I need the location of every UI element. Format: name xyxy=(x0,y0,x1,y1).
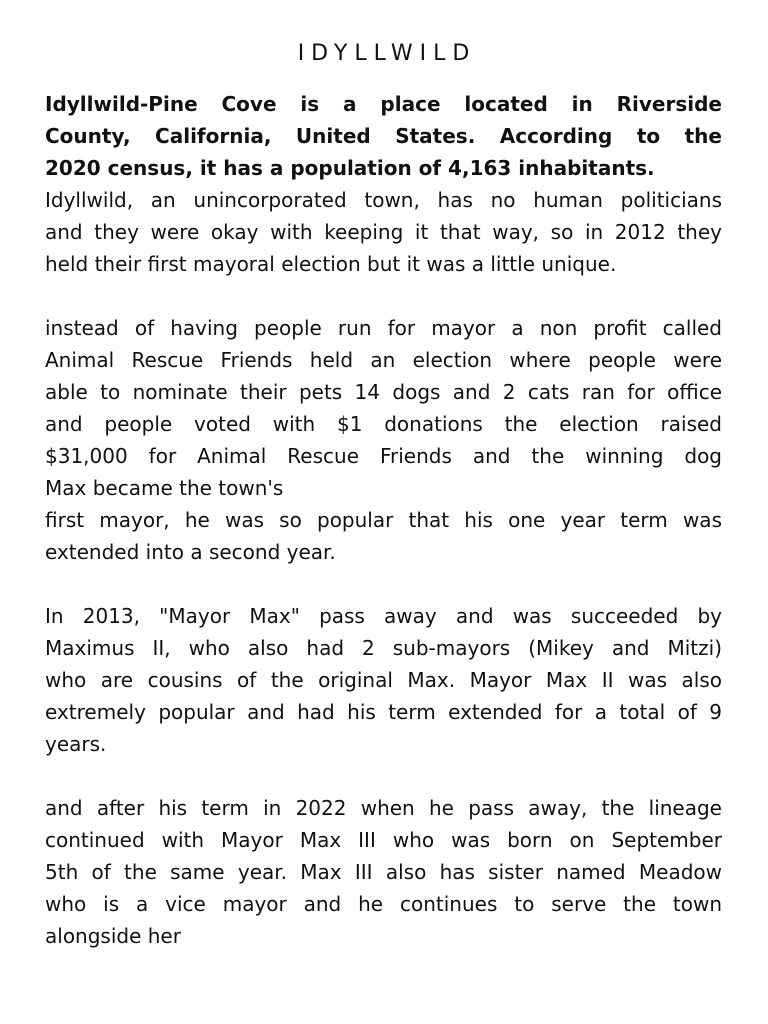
paragraph-max-iii xyxy=(45,792,722,952)
paragraph-line: and after his term in 2022 when he pass away, the lineage xyxy=(45,796,722,820)
lead-line: Idyllwild-Pine Cove is a place located in Riverside xyxy=(45,92,722,116)
document-title: IDYLLWILD xyxy=(297,41,477,66)
lead-line: 2020 census, it has a population of 4,163 inhabitants. xyxy=(45,156,655,180)
lead-line: County, California, United States. According to the xyxy=(45,124,722,148)
paragraph-line: first mayor, he was so popular that his one year term was xyxy=(45,508,722,532)
paragraph-line: Idyllwild, an unincorporated town, has no human politicians xyxy=(45,188,722,212)
document-page xyxy=(45,38,722,952)
paragraph-election xyxy=(45,312,722,568)
paragraph-line: instead of having people run for mayor a non profit called xyxy=(45,316,722,340)
paragraph-line: who is a vice mayor and he continues to serve the town xyxy=(45,892,722,916)
paragraph-max-ii xyxy=(45,600,722,760)
paragraph-line: alongside her xyxy=(45,924,181,948)
paragraph-gap xyxy=(45,760,722,792)
paragraph-line: able to nominate their pets 14 dogs and 2 cats ran for office xyxy=(45,380,722,404)
paragraph-line: and they were okay with keeping it that way, so in 2012 they xyxy=(45,220,722,244)
paragraph-line: Animal Rescue Friends held an election where people were xyxy=(45,348,722,372)
paragraph-line: held their first mayoral election but it was a little unique. xyxy=(45,252,617,276)
paragraph-line: extremely popular and had his term extended for a total of 9 xyxy=(45,700,722,724)
paragraph-gap xyxy=(45,280,722,312)
paragraph-line: and people voted with $1 donations the election raised xyxy=(45,412,722,436)
paragraph-line: Maximus II, who also had 2 sub-mayors (Mikey and Mitzi) xyxy=(45,636,722,660)
paragraph-line: years. xyxy=(45,732,107,756)
lead-paragraph xyxy=(45,88,722,184)
paragraph-line: 5th of the same year. Max III also has sister named Meadow xyxy=(45,860,722,884)
paragraph-gap xyxy=(45,568,722,600)
paragraph-line: $31,000 for Animal Rescue Friends and the winning dog xyxy=(45,444,722,468)
paragraph-line: who are cousins of the original Max. Mayor Max II was also xyxy=(45,668,722,692)
paragraph-line: extended into a second year. xyxy=(45,540,336,564)
paragraph-line: In 2013, "Mayor Max" pass away and was succeeded by xyxy=(45,604,722,628)
paragraph-line: Max became the town's xyxy=(45,476,284,500)
paragraph-intro xyxy=(45,184,722,280)
paragraph-line: continued with Mayor Max III who was born on September xyxy=(45,828,722,852)
